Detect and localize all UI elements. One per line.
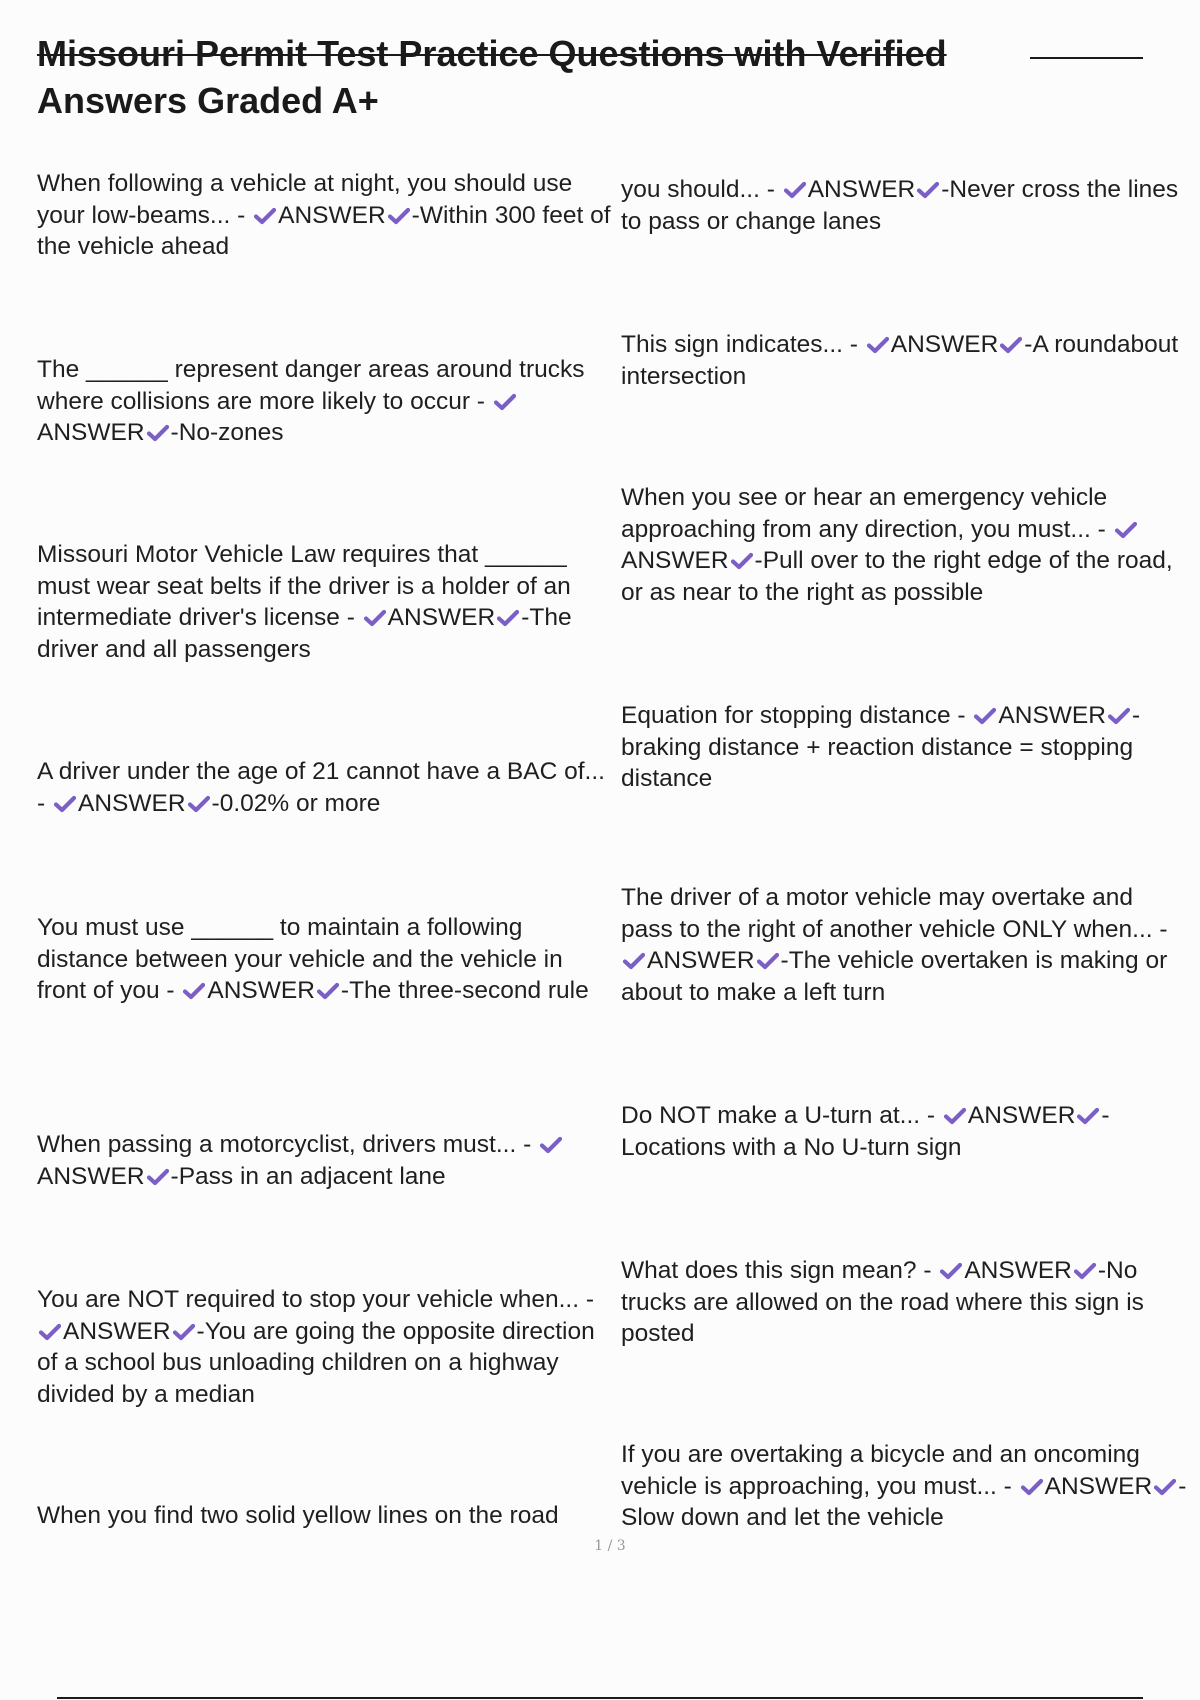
answer-label: ANSWER (37, 1162, 145, 1190)
question-text: When you find two solid yellow lines on the road (37, 1502, 559, 1529)
check-icon (784, 181, 806, 199)
question-text: The ______ represent danger areas around trucks where collisions are more likely to occur - (37, 356, 585, 415)
answer-text: -No-zones (170, 419, 284, 446)
answer-text: -The driver and all passengers (37, 604, 572, 663)
title-line-1: Missouri Permit Test Practice Questions with Verified (37, 33, 947, 74)
check-icon (254, 207, 276, 225)
qa-item (621, 700, 1189, 795)
answer-label: ANSWER (967, 1102, 1076, 1129)
check-icon (1154, 1478, 1176, 1496)
qa-item (621, 882, 1189, 1008)
check-icon (944, 1107, 966, 1125)
check-icon (388, 207, 410, 225)
check-icon (917, 181, 939, 199)
answer-label: ANSWER (807, 176, 916, 203)
check-icon (364, 609, 386, 627)
question-text: Equation for stopping distance - (621, 702, 966, 729)
answer-label: ANSWER (964, 1257, 1072, 1284)
answer-label: ANSWER (278, 201, 386, 229)
title-line-2: Answers Graded A+ (37, 80, 379, 121)
check-icon (1115, 521, 1137, 539)
answer-label: ANSWER (77, 789, 186, 817)
qa-item (621, 1255, 1189, 1350)
qa-item (621, 174, 1189, 237)
document-title (37, 30, 1147, 124)
page-number: 1 / 3 (594, 1538, 626, 1554)
answer-label: ANSWER (387, 604, 496, 631)
question-text: Do NOT make a U-turn at... - (621, 1102, 936, 1129)
question-text: Missouri Motor Vehicle Law requires that ______ must wear seat belts if the driver is a holder of an intermediate driver's license - (37, 541, 571, 631)
check-icon (623, 952, 645, 970)
question-text: you should... - (621, 176, 775, 203)
qa-item (621, 1439, 1189, 1534)
answer-label: ANSWER (37, 419, 145, 446)
check-icon (54, 795, 76, 813)
answer-text: -Pull over to the right edge of the road, or as near to the right as possible (621, 547, 1173, 606)
check-icon (188, 795, 210, 813)
title-strike-rule (1030, 57, 1143, 59)
question-text: A driver under the age of 21 cannot have a BAC of... - (37, 758, 605, 817)
answer-label: ANSWER (890, 331, 999, 358)
check-icon (940, 1262, 962, 1280)
qa-item (37, 1500, 617, 1532)
answer-label: ANSWER (998, 702, 1106, 729)
check-icon (731, 552, 753, 570)
qa-item (37, 354, 617, 449)
check-icon (317, 982, 339, 1000)
answer-text: -You are going the opposite direction of a school bus unloading children on a highway divided by a median (37, 1317, 595, 1408)
question-text: When following a vehicle at night, you should use your low-beams... - (37, 170, 573, 229)
question-text: If you are overtaking a bicycle and an oncoming vehicle is approaching, you must... - (621, 1441, 1140, 1500)
answer-text: -Locations with a No U-turn sign (621, 1102, 1110, 1161)
question-text: When passing a motorcyclist, drivers must... - (37, 1131, 532, 1158)
qa-item (621, 329, 1189, 392)
answer-text: -Never cross the lines to pass or change lanes (621, 176, 1179, 235)
answer-text: -braking distance + reaction distance = stopping distance (621, 702, 1141, 792)
answer-label: ANSWER (621, 547, 729, 574)
answer-text: -Within 300 feet of the vehicle ahead (37, 201, 611, 260)
footer-rule (57, 1697, 1143, 1699)
check-icon (867, 336, 889, 354)
check-icon (147, 424, 169, 442)
qa-item (37, 168, 617, 263)
check-icon (173, 1323, 195, 1341)
check-icon (757, 952, 779, 970)
check-icon (494, 393, 516, 411)
question-text: What does this sign mean? - (621, 1257, 932, 1284)
check-icon (1000, 336, 1022, 354)
answer-text: -0.02% or more (211, 789, 381, 817)
question-text: The driver of a motor vehicle may overtake and pass to the right of another vehicle ONLY when... - (621, 884, 1168, 943)
answer-text: -Pass in an adjacent lane (170, 1162, 446, 1190)
check-icon (497, 609, 519, 627)
check-icon (1077, 1107, 1099, 1125)
qa-item (621, 1100, 1189, 1163)
answer-text: -The three-second rule (340, 977, 589, 1004)
check-icon (974, 707, 996, 725)
answer-label: ANSWER (63, 1317, 171, 1345)
qa-item (37, 756, 617, 819)
question-text: This sign indicates... - (621, 331, 858, 358)
check-icon (1021, 1478, 1043, 1496)
qa-item (621, 482, 1189, 608)
qa-item (37, 912, 617, 1007)
check-icon (1074, 1262, 1096, 1280)
qa-item (37, 1129, 617, 1192)
answer-text: -No trucks are allowed on the road where this sign is posted (621, 1257, 1144, 1347)
answer-label: ANSWER (647, 947, 755, 974)
qa-item (37, 1284, 617, 1410)
check-icon (147, 1168, 169, 1186)
answer-label: ANSWER (1044, 1472, 1153, 1500)
check-icon (183, 982, 205, 1000)
answer-text: -Slow down and let the vehicle (621, 1472, 1187, 1531)
check-icon (39, 1323, 61, 1341)
check-icon (540, 1136, 562, 1154)
check-icon (1108, 707, 1130, 725)
question-text: You are NOT required to stop your vehicle when... - (37, 1286, 594, 1313)
question-text: You must use ______ to maintain a following distance between your vehicle and the vehicle in front of you - (37, 914, 563, 1004)
qa-item (37, 539, 617, 665)
answer-text: -The vehicle overtaken is making or about to make a left turn (621, 947, 1168, 1006)
question-text: When you see or hear an emergency vehicle approaching from any direction, you must... - (621, 484, 1108, 543)
answer-text: -A roundabout intersection (621, 331, 1179, 390)
answer-label: ANSWER (207, 977, 315, 1004)
